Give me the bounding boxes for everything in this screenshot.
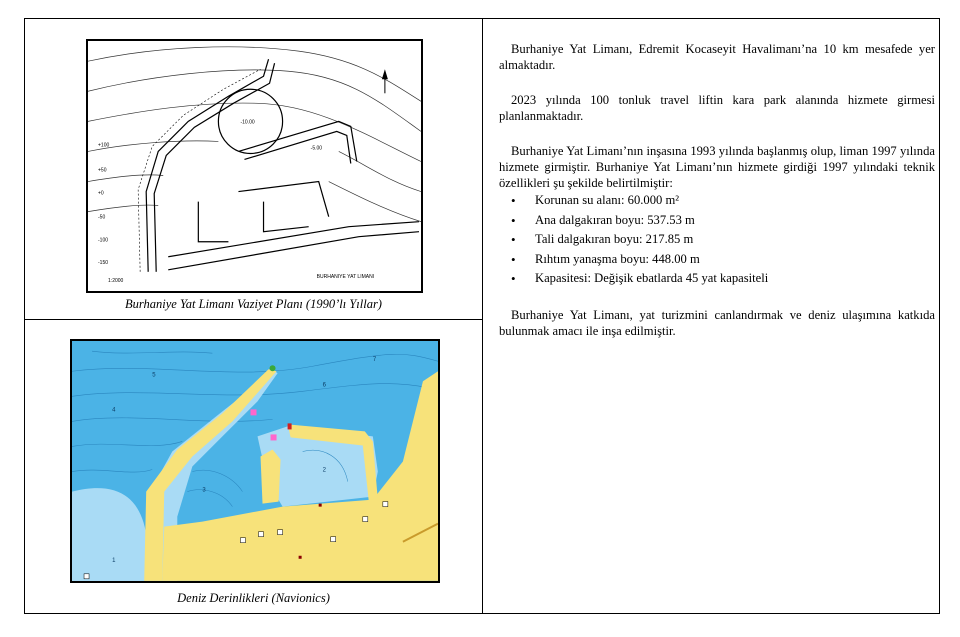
poi-icon xyxy=(363,517,368,522)
depth-label-1: 1 xyxy=(112,557,116,564)
marina-icon xyxy=(250,409,256,415)
small-marker-icon xyxy=(319,504,322,507)
plan-coord-6: -150 xyxy=(98,259,109,266)
plan-depth-label-2: -5.00 xyxy=(310,145,323,152)
specs-list xyxy=(499,191,935,289)
depth-label-2: 2 xyxy=(322,467,327,474)
marina-icon xyxy=(271,434,277,440)
plan-coord-3: +0 xyxy=(98,190,104,197)
paragraph-travel-lift: 2023 yılında 100 tonluk travel liftin kara park alanında hizmete girmesi planlanmaktadır. xyxy=(499,93,935,123)
depth-label-6: 6 xyxy=(322,382,327,389)
column-divider xyxy=(482,19,483,613)
row-divider xyxy=(25,319,482,320)
description-text xyxy=(499,41,935,358)
depth-label-5: 5 xyxy=(152,372,156,379)
depth-chart-figure xyxy=(70,339,440,583)
paragraph-history: Burhaniye Yat Limanı’nın inşasına 1993 yılında başlanmış olup, liman 1997 yılında hizmete girmiştir. Burhaniye Yat Limanı’nın hizmete girdiği 1997 yılındaki teknik özellikleri şu şekilde belirtilmiştir: xyxy=(499,144,935,190)
depth-label-7: 7 xyxy=(372,357,377,364)
plan-scale: 1:2000 xyxy=(108,277,124,284)
list-item: • Tali dalgakıran boyu: 217.85 m xyxy=(499,230,935,250)
paragraph-purpose: Burhaniye Yat Limanı, yat turizmini canlandırmak ve deniz ulaşımına katkıda bulunmak amacı ile inşa edilmiştir. xyxy=(499,307,935,338)
list-item: • Korunan su alanı: 60.000 m² xyxy=(499,191,935,211)
plan-depth-label-1: -10.00 xyxy=(240,119,255,126)
plan-title: BURHANIYE YAT LIMANI xyxy=(316,273,375,280)
plan-coord-1: +100 xyxy=(98,142,110,149)
north-arrow-icon xyxy=(382,69,388,93)
depth-label-3: 3 xyxy=(202,487,206,494)
red-light-icon xyxy=(288,423,292,429)
poi-icon xyxy=(84,574,89,579)
depth-chart-caption: Deniz Derinlikleri (Navionics) xyxy=(177,591,330,605)
site-plan-caption: Burhaniye Yat Limanı Vaziyet Planı (1990’lı Yıllar) xyxy=(125,297,382,311)
plan-coord-4: -50 xyxy=(98,214,106,221)
poi-icon xyxy=(331,537,336,542)
small-marker-icon xyxy=(299,556,302,559)
poi-icon xyxy=(278,530,283,535)
list-item: • Kapasitesi: Değişik ebatlarda 45 yat kapasiteli xyxy=(499,269,935,289)
depth-chart-map xyxy=(72,341,438,581)
green-light-icon xyxy=(270,365,276,371)
plan-coord-5: -100 xyxy=(98,237,109,244)
paragraph-location: Burhaniye Yat Limanı, Edremit Kocaseyit Havalimanı’na 10 km mesafede yer almaktadır. xyxy=(499,42,935,72)
poi-icon xyxy=(259,532,264,537)
plan-coord-2: +50 xyxy=(98,167,107,174)
depth-label-4: 4 xyxy=(112,407,116,414)
site-plan-drawing xyxy=(88,41,421,291)
list-item: • Ana dalgakıran boyu: 537.53 m xyxy=(499,211,935,231)
list-item: • Rıhtım yanaşma boyu: 448.00 m xyxy=(499,250,935,270)
site-plan-figure xyxy=(86,39,423,293)
poi-icon xyxy=(383,502,388,507)
poi-icon xyxy=(240,538,245,543)
layout-table xyxy=(24,18,940,614)
